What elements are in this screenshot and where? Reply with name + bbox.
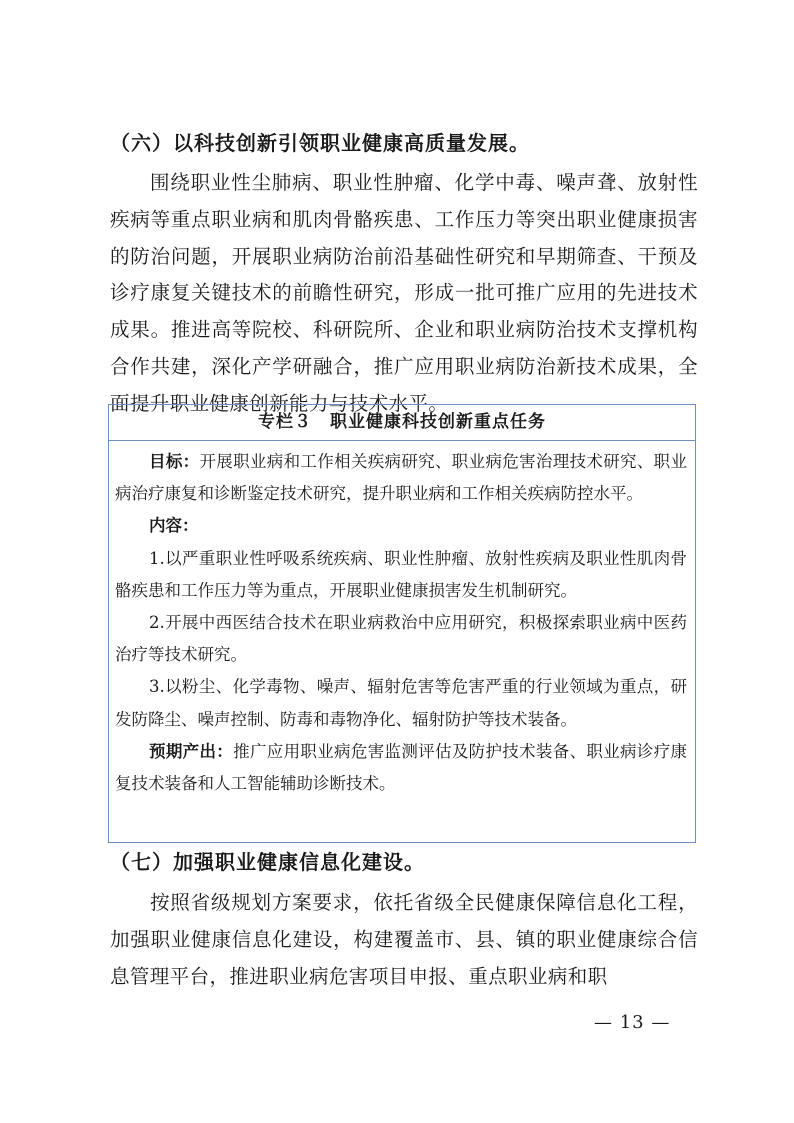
column-box-body [109, 441, 695, 800]
section-6-paragraph: 围绕职业性尘肺病、职业性肿瘤、化学中毒、噪声聋、放射性疾病等重点职业病和肌肉骨骼疾患、工作压力等突出职业健康损害的防治问题，开展职业病防治前沿基础性研究和早期筛查、干预及诊疗康复关键技术的前瞻性研究，形成一批可推广应用的先进技术成果。推进高等院校、科研院所、企业和职业病防治技术支撑机构合作共建，深化产学研融合，推广应用职业病防治新技术成果，全面提升职业健康创新能力与技术水平。 [110, 171, 698, 415]
goal-paragraph [115, 446, 687, 510]
section-6-heading: （六）以科技创新引领职业健康高质量发展。 [110, 131, 530, 155]
content-paragraph [115, 510, 687, 542]
content-item-1: 1.以严重职业性呼吸系统疾病、职业性肿瘤、放射性疾病及职业性肌肉骨骼疾患和工作压力等为重点，开展职业健康损害发生机制研究。 [115, 548, 687, 600]
content-item-2: 2.开展中西医结合技术在职业病救治中应用研究，积极探索职业病中医药治疗等技术研究。 [115, 613, 687, 665]
content-label: 内容： [149, 516, 199, 536]
column-box-title: 专栏３ 职业健康科技创新重点任务 [109, 405, 695, 441]
output-text: 推广应用职业病危害监测评估及防护技术装备、职业病诊疗康复技术装备和人工智能辅助诊断技术。 [115, 741, 688, 794]
column-box [108, 404, 696, 843]
goal-text: 开展职业病和工作相关疾病研究、职业病危害治理技术研究、职业病治疗康复和诊断鉴定技术研究，提升职业病和工作相关疾病防控水平。 [115, 452, 688, 504]
output-label: 预期产出： [149, 741, 234, 761]
goal-label: 目标： [149, 452, 200, 471]
output-paragraph [115, 736, 687, 800]
section-7-paragraph: 按照省级规划方案要求，依托省级全民健康保障信息化工程，加强职业健康信息化建设，构建覆盖市、县、镇的职业健康综合信息管理平台，推进职业病危害项目申报、重点职业病和职 [110, 891, 698, 988]
content-item-3: 3.以粉尘、化学毒物、噪声、辐射危害等危害严重的行业领域为重点，研发防降尘、噪声控制、防毒和毒物净化、辐射防护等技术装备。 [115, 677, 687, 729]
page-number: — 13 — [594, 1012, 671, 1033]
section-7-heading: （七）加强职业健康信息化建设。 [110, 850, 425, 874]
